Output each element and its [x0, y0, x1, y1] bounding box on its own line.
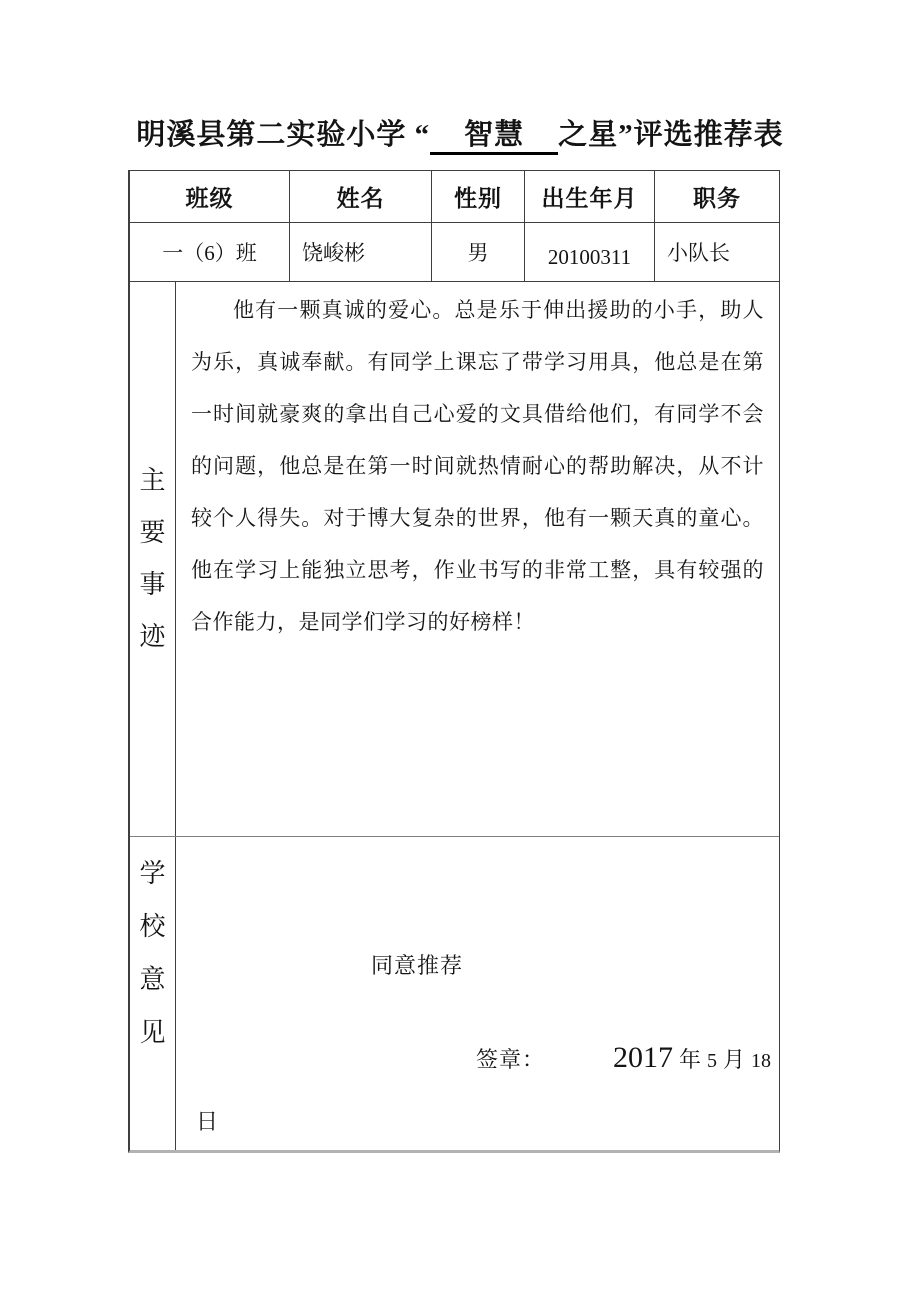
signature-label: 签章：	[476, 1047, 546, 1072]
student-name-value: 饶峻彬	[290, 223, 432, 282]
main-deeds-label	[130, 282, 176, 836]
date-year: 2017	[612, 1041, 673, 1074]
school-opinion-row	[130, 837, 779, 1150]
birthdate-value: 20100311	[525, 223, 655, 282]
form-title-suffix: 之星”评选推荐表	[558, 119, 784, 151]
school-opinion-content-cell	[176, 837, 779, 1150]
col-header-name: 姓名	[290, 171, 432, 223]
class-value: 一（6）班	[130, 223, 290, 282]
main-deeds-paragraph: 他有一颗真诚的爱心。总是乐于伸出援助的小手，助人为乐，真诚奉献。有同学上课忘了带学习用具，他总是在第一时间就豪爽的拿出自己心爱的文具借给他们，有同学不会的问题，他总是在第一时间就热情耐心的帮助解决，从不计较个人得失。对于博大复杂的世界，他有一颗天真的童心。他在学习上能独立思考，作业书写的非常工整，具有较强的合作能力，是同学们学习的好榜样！	[191, 298, 764, 634]
col-header-class: 班级	[130, 171, 290, 223]
gender-value: 男	[432, 223, 525, 282]
main-deeds-label-char: 迹	[139, 622, 166, 651]
date-day-unit: 日	[196, 1109, 219, 1134]
col-header-gender: 性别	[432, 171, 525, 223]
recommendation-form-table	[128, 170, 780, 1153]
school-opinion-label-char: 校	[139, 912, 166, 941]
col-header-birthdate: 出生年月	[525, 171, 655, 223]
school-opinion-label-char: 意	[139, 965, 166, 994]
form-title	[0, 112, 920, 153]
signature-row	[476, 1041, 771, 1075]
form-title-underlined-blank: 智慧	[430, 119, 558, 155]
date-day: 18	[751, 1050, 771, 1072]
main-deeds-row	[130, 282, 779, 837]
date-month-unit: 月	[722, 1047, 745, 1072]
duty-value: 小队长	[655, 223, 779, 282]
main-deeds-label-char: 事	[139, 570, 166, 599]
date-month: 5	[706, 1050, 717, 1072]
col-header-duty: 职务	[655, 171, 779, 223]
school-opinion-label-char: 学	[139, 859, 166, 888]
school-opinion-label-char: 见	[139, 1018, 166, 1047]
signature-date	[613, 1041, 771, 1075]
main-deeds-label-char: 主	[139, 466, 166, 495]
school-opinion-label	[130, 837, 176, 1150]
student-info-grid	[130, 171, 779, 282]
main-deeds-content-cell	[176, 282, 779, 836]
main-deeds-label-char: 要	[139, 518, 166, 547]
approval-text: 同意推荐	[371, 953, 464, 978]
form-title-prefix: 明溪县第二实验小学 “	[136, 119, 431, 151]
date-year-unit: 年	[678, 1047, 701, 1072]
